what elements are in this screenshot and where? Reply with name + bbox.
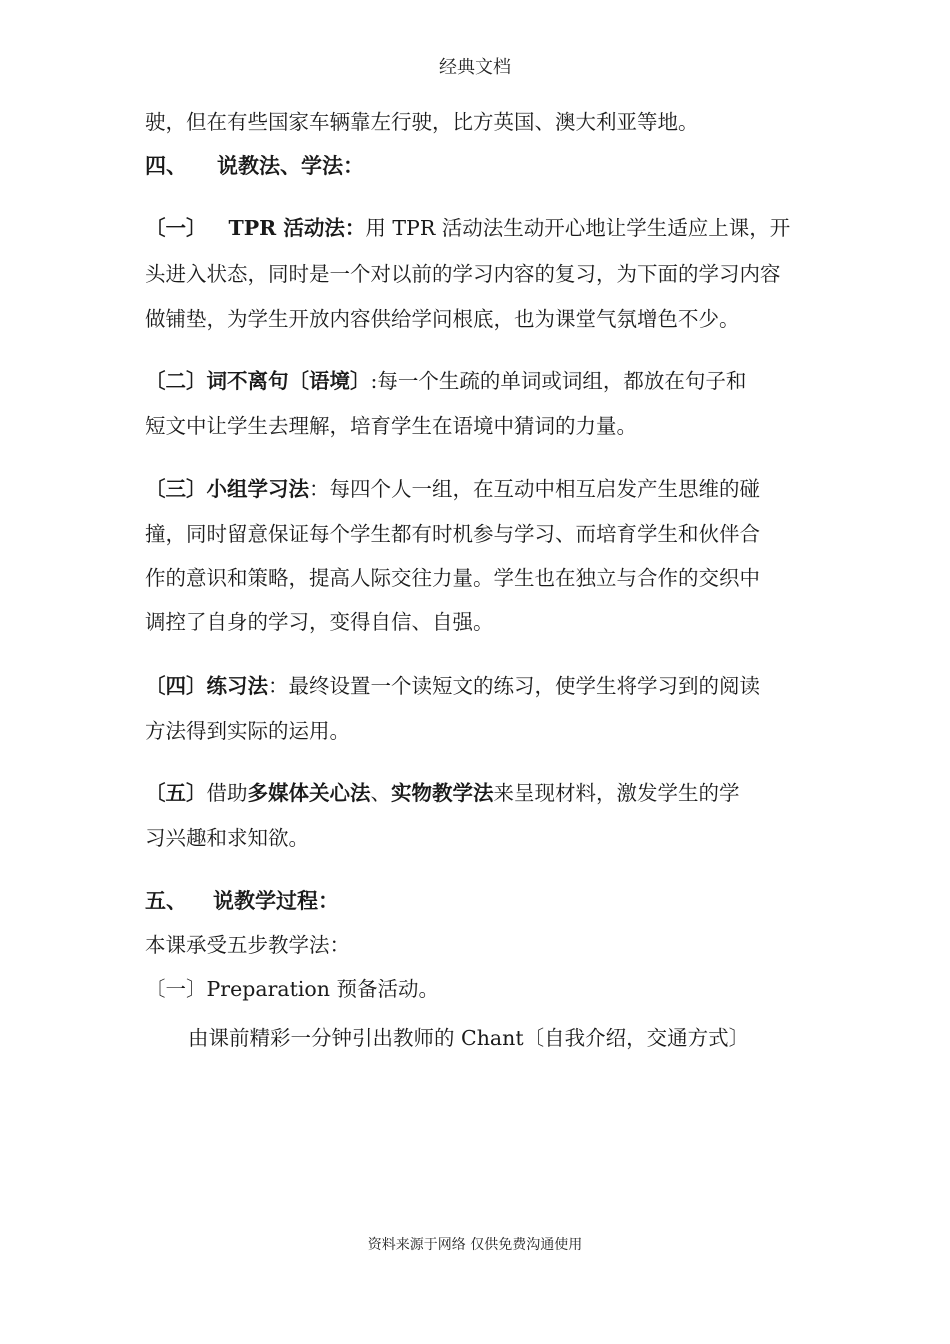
method-label: 〔一〕 [145, 216, 207, 240]
method-text: ：每四个人一组，在互动中相互启发产生思维的碰 [309, 477, 760, 501]
heading-number: 五、 [145, 888, 187, 913]
heading-text: 说教学过程： [213, 888, 339, 913]
method-5-line-1 [145, 779, 740, 807]
method-1-line-2: 头进入状态，同时是一个对以前的学习内容的复习，为下面的学习内容 [145, 262, 781, 286]
page-header: 经典文档 [439, 57, 511, 78]
page-footer: 资料来源于网络 仅供免费沟通使用 [367, 1237, 583, 1253]
method-1-line-3: 做铺垫，为学生开放内容供给学问根底，也为课堂气氛增色不少。 [145, 307, 740, 331]
method-name: 〔三〕小组学习法 [145, 477, 309, 501]
method-text: :每一个生疏的单词或词组，都放在句子和 [370, 369, 747, 393]
method-5-line-2: 习兴趣和求知欲。 [145, 826, 309, 850]
method-3-line-3: 作的意识和策略，提高人际交往力量。学生也在独立与合作的交织中 [145, 566, 760, 590]
method-2-line-2: 短文中让学生去理解，培育学生在语境中猜词的力量。 [145, 414, 637, 438]
method-text: 借助 [206, 781, 248, 805]
method-3-line-1 [145, 475, 760, 503]
paragraph-line: 本课承受五步教学法： [145, 933, 350, 957]
method-4-line-2: 方法得到实际的运用。 [145, 719, 350, 743]
method-name: 〔二〕词不离句〔语境〕 [145, 369, 371, 393]
method-text: 来呈现材料，激发学生的学 [493, 781, 740, 805]
method-name: TPR 活动法： [228, 216, 366, 240]
heading-text: 说教法、学法： [217, 153, 364, 178]
section-heading-5 [145, 887, 339, 915]
paragraph-line: 驶，但在有些国家车辆靠左行驶，比方英国、澳大利亚等地。 [145, 110, 699, 134]
method-text: ：最终设置一个读短文的练习，使学生将学习到的阅读 [268, 674, 760, 698]
method-name: 多媒体关心法 [247, 781, 371, 805]
method-1-line-1 [145, 214, 790, 242]
method-name: 〔四〕练习法 [145, 674, 268, 698]
method-3-line-4: 调控了自身的学习，变得自信、自强。 [145, 610, 494, 634]
method-separator: 、 [370, 781, 391, 805]
method-label: 〔五〕 [145, 781, 207, 805]
heading-number: 四、 [145, 153, 187, 178]
method-3-line-2: 撞，同时留意保证每个学生都有时机参与学习、而培育学生和伙伴合 [145, 522, 760, 546]
step-1-title: 〔一〕Preparation 预备活动。 [145, 977, 439, 1001]
method-text: 用 TPR 活动法生动开心地让学生适应上课，开 [365, 216, 791, 240]
section-heading-4 [145, 152, 364, 180]
method-2-line-1 [145, 367, 746, 395]
method-name: 实物教学法 [391, 781, 494, 805]
method-4-line-1 [145, 672, 760, 700]
step-1-description: 由课前精彩一分钟引出教师的 Chant〔自我介绍，交通方式〕 [188, 1026, 750, 1050]
